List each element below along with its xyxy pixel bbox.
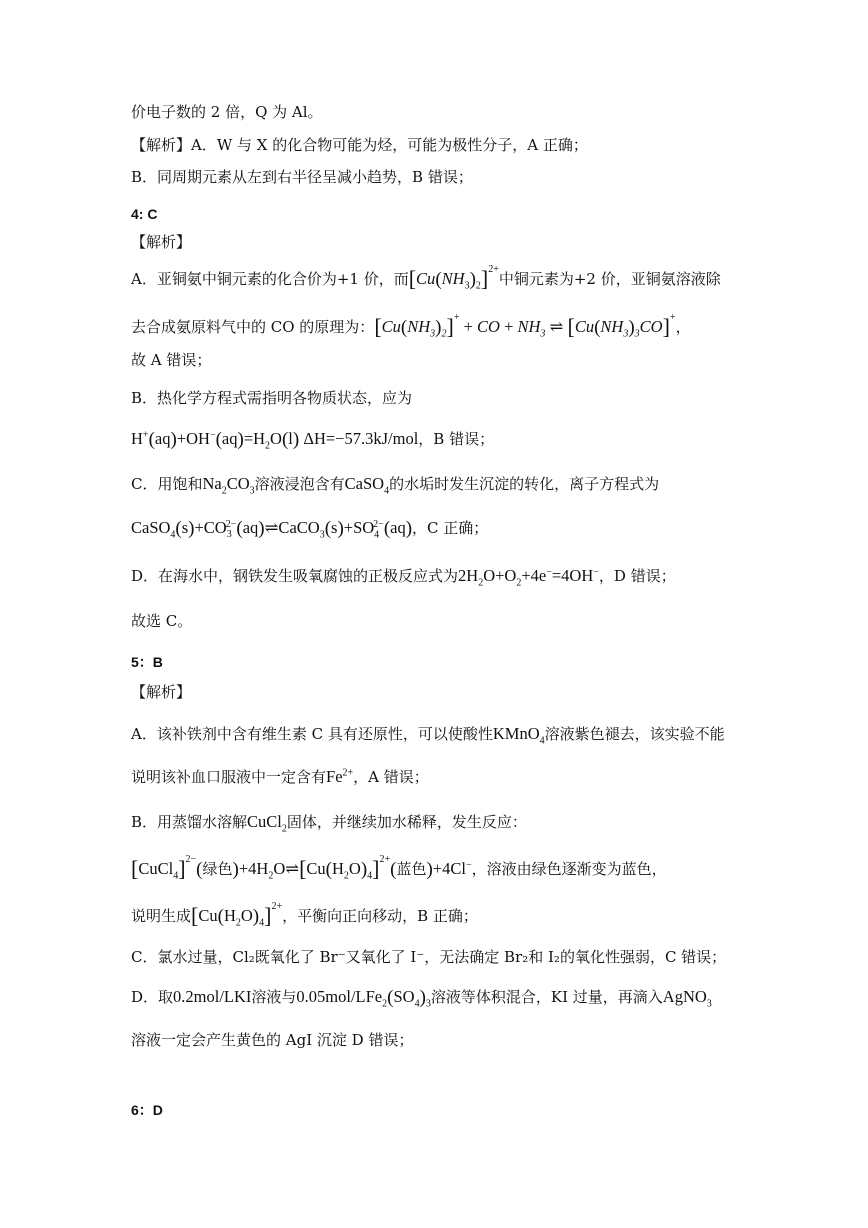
na2co3-formula: $Na_2CO_3$ (202, 474, 255, 497)
copper-complex-equilibrium: [CuCl$_4$]$^{2-}$(绿色)$+4H_2O\rightleftharpoons[Cu(H_2O)_4]^{2+}$(蓝色)+4Cl− (131, 853, 472, 882)
q4-conclusion: 故选 C。 (131, 612, 193, 630)
kmno4-formula: KMnO$_4$ (492, 724, 545, 747)
question-5-heading: 5：B (131, 654, 163, 670)
agno3-formula: AgNO$_3$ (662, 987, 712, 1010)
ion-conversion-equation: $CaSO_4(s)+CO_3^{2-}(aq)\rightleftharpoons CaCO_3(s)+SO_4^{2-}(aq)$ (131, 518, 413, 541)
question-6-heading: 6：D (131, 1102, 163, 1118)
thermochemical-equation: $H^+(aq)+OH^-(aq)=H_2O(l)$ ΔH=−57.3kJ/mol (131, 429, 419, 452)
fe2-ion: $Fe^{2+}$ (326, 767, 354, 786)
ki-concentration: 0.2mol/LKI (173, 987, 252, 1006)
q4-option-a-line2: 去合成氨原料气中的 CO 的原理为：$[Cu(NH_3)_2]^+$ + CO + $NH_3$ ⇌ $[Cu(NH_3)_3CO]^+$， (131, 311, 691, 340)
q4-option-b-line2: $H^+(aq)+OH^-(aq)=H_2O(l)$ ΔH=−57.3kJ/mol，B 错误； (131, 429, 495, 452)
q5-option-b-line3: 说明生成$[Cu(H_2O)_4]^{2+}$，平衡向正向移动，B 正确； (131, 900, 478, 929)
caso4-formula: CaSO$_4$ (344, 474, 390, 497)
q4-option-a-line1: A．亚铜氨中铜元素的化合价为+1 价，而$[Cu(NH_3)_2]^{2+}$中铜元素为+2 价，亚铜氨溶液除 (131, 263, 721, 292)
text-line-1: 价电子数的 2 倍，Q 为 Al。 (131, 103, 323, 121)
cu-nh3-2-ion: $[Cu(NH_3)_2]^{2+}$ (408, 263, 499, 292)
q5-option-a-line1: A．该补铁剂中含有维生素 C 具有还原性，可以使酸性KMnO$_4$溶液紫色褪去，该实验不能 (131, 724, 725, 747)
text-line-2: 【解析】A．W 与 X 的化合物可能为烃，可能为极性分子，A 正确； (131, 136, 588, 154)
complex-equilibrium-equation: $[Cu(NH_3)_2]^+$ + CO + $NH_3$ ⇌ $[Cu(NH_3)_3CO]^+$ (374, 311, 676, 340)
question-4-heading: 4: C (131, 206, 158, 222)
text-line-3: B．同周期元素从左到右半径呈减小趋势，B 错误； (131, 168, 473, 186)
q4-option-b-line1: B．热化学方程式需指明各物质状态，应为 (131, 389, 413, 407)
q5-option-b-line1: B．用蒸馏水溶解CuCl$_2$固体，并继续加水稀释，发生反应： (131, 812, 527, 835)
cucl2-formula: CuCl$_2$ (247, 812, 287, 835)
q5-option-b-line2: [CuCl$_4$]$^{2-}$(绿色)$+4H_2O\rightleftharpoons[Cu(H_2O)_4]^{2+}$(蓝色)+4Cl−，溶液由绿色逐渐变为蓝色， (131, 853, 667, 882)
q5-option-a-line2: 说明该补血口服液中一定含有$Fe^{2+}$，A 错误； (131, 767, 429, 786)
q4-option-c-line2: $CaSO_4(s)+CO_3^{2-}(aq)\rightleftharpoons CaCO_3(s)+SO_4^{2-}(aq)$，C 正确； (131, 518, 489, 541)
cu-h2o-4-ion: $[Cu(H_2O)_4]^{2+}$ (191, 900, 283, 929)
q5-option-c-line1: C．氯水过量，Cl₂既氧化了 Br⁻又氧化了 I⁻，无法确定 Br₂和 I₂的氧化性强弱，C 错误； (131, 948, 727, 966)
fe2so43-concentration: $0.05mol/LFe_2(SO_4)_3$ (296, 987, 431, 1010)
q4-analysis-label: 【解析】 (131, 233, 192, 251)
q4-option-c-line1: C．用饱和$Na_2CO_3$溶液浸泡含有CaSO$_4$的水垢时发生沉淀的转化，离子方程式为 (131, 474, 660, 497)
cathode-reaction-equation: $2H_2O+O_2+4e^-=4OH^-$ (458, 566, 599, 589)
q5-analysis-label: 【解析】 (131, 683, 192, 701)
q4-option-a-line3: 故 A 错误； (131, 351, 212, 369)
q4-option-d-line1: D．在海水中，钢铁发生吸氧腐蚀的正极反应式为$2H_2O+O_2+4e^-=4OH^-$，D 错误； (131, 566, 676, 589)
q5-option-d-line1: D．取0.2mol/LKI溶液与$0.05mol/LFe_2(SO_4)_3$溶液等体积混合，KI 过量，再滴入AgNO$_3$ (131, 987, 712, 1010)
q5-option-d-line2: 溶液一定会产生黄色的 AgI 沉淀 D 错误； (131, 1031, 414, 1049)
